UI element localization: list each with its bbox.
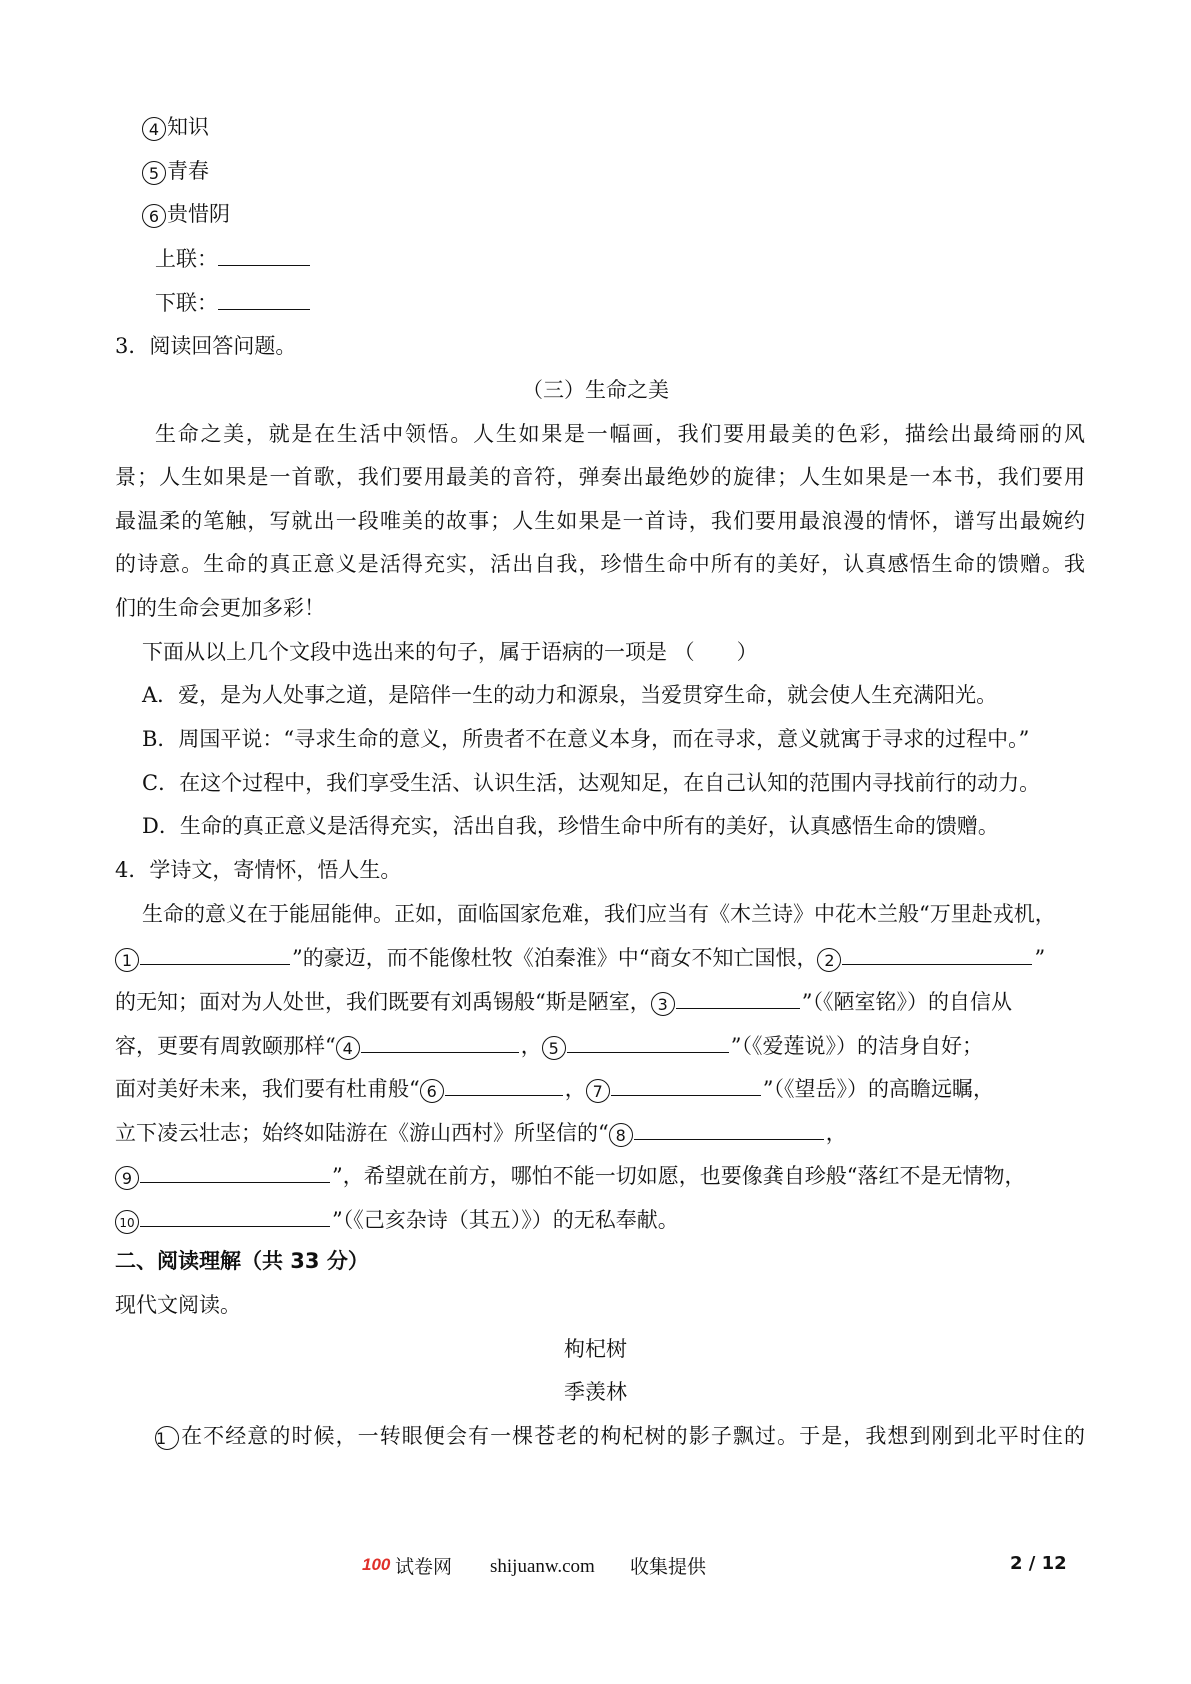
footer-url[interactable]: shijuanw.com [490,1556,595,1577]
q4-line: 立下凌云壮志；始终如陆游在《游山西村》所坚信的“ 8 ， [115,1117,1085,1148]
circled-number: 7 [586,1079,610,1103]
upper-couplet-blank[interactable] [218,243,310,266]
section-intro: 现代文阅读。 [115,1293,241,1317]
circled-number: 9 [115,1166,139,1190]
q4-line: 生命的意义在于能屈能伸。正如，面临国家危难，我们应当有《木兰诗》中花木兰般“万里赴戎机， [142,902,1056,926]
circled-number: 3 [651,992,675,1016]
circled-number: 1 [115,948,139,972]
blank-7[interactable] [611,1073,761,1096]
logo-icon: 100 [362,1555,391,1574]
q4-line: 面对美好未来，我们要有杜甫般“ 6 ， 7 ”（《望岳》）的高瞻远瞩， [115,1073,1085,1104]
lower-couplet-line: 下联： [155,287,1125,318]
circled-number: 5 [542,1036,566,1060]
question-3-stem: 3．阅读回答问题。 [115,334,297,358]
passage-title: （三）生命之美 [522,378,669,402]
question-3-prompt: 下面从以上几个文段中选出来的句子，属于语病的一项是 （ ） [142,640,758,664]
blank-4[interactable] [361,1030,519,1053]
question-4-stem: 4．学诗文，寄情怀，悟人生。 [115,858,402,882]
blank-5[interactable] [567,1030,729,1053]
q4-line: 9 ”，希望就在前方，哪怕不能一切如愿，也要像龚自珍般“落红不是无情物， [115,1160,1085,1191]
passage-line: 生命之美，就是在生活中领悟。人生如果是一幅画，我们要用最美的色彩，描绘出最绮丽的风 [155,422,1085,446]
blank-6[interactable] [445,1073,563,1096]
blank-1[interactable] [140,942,290,965]
footer-site-name: 试卷网 [395,1556,453,1578]
circled-number: 4 [336,1036,360,1060]
list-item: 6 贵惜阴 [142,199,1112,229]
circled-number: 2 [817,948,841,972]
passage-line: 的诗意。生命的真正意义是活得充实，活出自我，珍惜生命中所有的美好，认真感悟生命的馈赠。我 [115,552,1085,576]
option-d[interactable]: D．生命的真正意义是活得充实，活出自我，珍惜生命中所有的美好，认真感悟生命的馈赠。 [142,814,999,838]
passage-line: 们的生命会更加多彩！ [115,596,325,620]
circled-number: 10 [115,1210,139,1234]
upper-couplet-line: 上联： [155,243,1125,274]
article-paragraph-line: 1 在不经意的时候，一转眼便会有一棵苍老的枸杞树的影子飘过。于是，我想到刚到北平时住的 [156,1424,1085,1448]
blank-8[interactable] [634,1117,824,1140]
article-author: 季羡林 [564,1380,627,1404]
q4-line: 容，更要有周敦颐那样“ 4 ， 5 ”（《爱莲说》）的洁身自好； [115,1030,1085,1061]
circled-number: 4 [142,117,166,141]
q4-line: 10 ”（《己亥杂诗（其五）》）的无私奉献。 [115,1204,1085,1235]
circled-number: 6 [420,1079,444,1103]
blank-3[interactable] [676,986,800,1009]
circled-number: 5 [142,161,166,185]
q4-line: 1 ”的豪迈，而不能像杜牧《泊秦淮》中“商女不知亡国恨， 2 ” [115,942,1085,973]
blank-10[interactable] [140,1204,330,1227]
footer-provided: 收集提供 [630,1556,707,1578]
page-number: 2 / 12 [1010,1553,1067,1574]
passage-line: 最温柔的笔触，写就出一段唯美的故事；人生如果是一首诗，我们要用最浪漫的情怀，谱写出最婉约 [115,509,1085,533]
circled-number: 8 [609,1123,633,1147]
blank-2[interactable] [842,942,1032,965]
list-item: 4 知识 [142,112,1112,142]
section-heading: 二、阅读理解（共 33 分） [115,1249,369,1273]
circled-number: 1 [155,1426,179,1450]
lower-couplet-blank[interactable] [218,287,310,310]
passage-line: 景；人生如果是一首歌，我们要用最美的音符，弹奏出最绝妙的旋律；人生如果是一本书，我们要用 [115,465,1085,489]
q4-line: 的无知；面对为人处世，我们既要有刘禹锡般“斯是陋室， 3 ”（《陋室铭》）的自信从 [115,986,1085,1017]
option-a[interactable]: A．爱，是为人处事之道，是陪伴一生的动力和源泉，当爱贯穿生命，就会使人生充满阳光。 [142,683,998,707]
option-c[interactable]: C．在这个过程中，我们享受生活、认识生活，达观知足，在自己认知的范围内寻找前行的动力。 [142,771,1041,795]
circled-number: 6 [142,204,166,228]
article-title: 枸杞树 [564,1337,627,1361]
blank-9[interactable] [140,1160,330,1183]
list-item: 5 青春 [142,156,1112,186]
option-b[interactable]: B．周国平说：“寻求生命的意义，所贵者不在意义本身，而在寻求，意义就寓于寻求的过程中。” [142,727,1030,751]
